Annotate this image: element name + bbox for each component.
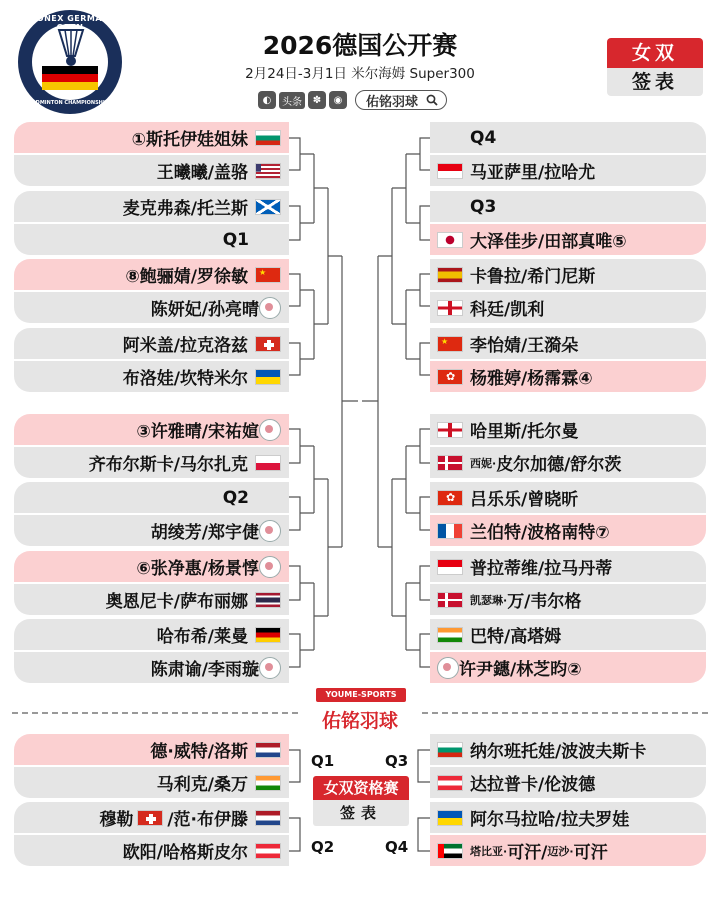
- pair-name: 德·威特/洛斯: [150, 742, 248, 762]
- main-right-entry-12[interactable]: [430, 551, 706, 582]
- pair-name: 欧阳/哈格斯皮尔: [122, 843, 248, 863]
- pair-name: 吕乐乐/曾晓昕: [470, 490, 579, 510]
- quali-right-entry-3[interactable]: [430, 835, 706, 866]
- main-right-entry-3[interactable]: [430, 224, 706, 255]
- pair-name: Q1: [222, 229, 249, 250]
- main-left-entry-12[interactable]: [14, 551, 289, 582]
- pair-name: ③许雅晴/宋祐媗: [136, 422, 259, 442]
- ukraine-flag-icon: [255, 369, 281, 385]
- pair-name: 兰伯特/波格南特⑦: [470, 523, 610, 543]
- spain-flag-icon: [437, 267, 463, 283]
- england-flag-icon: [437, 422, 463, 438]
- main-right-entry-5[interactable]: [430, 292, 706, 323]
- pair-name: 可汗/: [507, 843, 548, 863]
- indonesia-flag-icon: [437, 163, 463, 179]
- main-left-entry-7[interactable]: [14, 361, 289, 392]
- quali-q2: Q2: [311, 838, 335, 856]
- main-left-entry-14[interactable]: [14, 619, 289, 650]
- denmark-flag-icon: [437, 592, 463, 608]
- quali-left-entry-0[interactable]: [14, 734, 289, 765]
- tpe-flag-icon: [259, 520, 281, 542]
- pair-name: 达拉普卡/伦波德: [470, 775, 596, 795]
- tpe-flag-icon: [259, 657, 281, 679]
- toutiao-badge[interactable]: 头条: [279, 92, 305, 109]
- pair-name: 马利克/桑万: [156, 775, 248, 795]
- main-left-entry-6[interactable]: [14, 328, 289, 359]
- bulgaria-flag-icon: [437, 742, 463, 758]
- pair-name: 阿尔马拉哈/拉夫罗娃: [470, 810, 630, 830]
- tpe-flag-icon: [259, 556, 281, 578]
- pair-name: 布洛娃/坎特米尔: [122, 369, 248, 389]
- hongkong-flag-icon: ✿: [437, 490, 463, 506]
- pair-name-tail: 可汗: [573, 843, 608, 863]
- austria-flag-icon: [437, 775, 463, 791]
- search-label: 佑铭羽球: [366, 94, 419, 110]
- main-right-entry-1[interactable]: [430, 155, 706, 186]
- pair-name: 纳尔班托娃/波波夫斯卡: [470, 742, 647, 762]
- main-right-entry-8[interactable]: [430, 414, 706, 445]
- pair-name: 齐布尔斯卡/马尔扎克: [88, 455, 248, 475]
- quali-q3: Q3: [385, 752, 409, 770]
- pair-name: 穆勒: [99, 810, 134, 830]
- pair-name-small: 西妮·: [470, 456, 497, 470]
- pair-name: Q3: [470, 196, 497, 217]
- pair-name-tail: /范·布伊滕: [167, 810, 248, 830]
- quali-left-entry-3[interactable]: [14, 835, 289, 866]
- netherlands-flag-icon: [255, 810, 281, 826]
- main-left-entry-3[interactable]: [14, 224, 289, 255]
- japan-flag-icon: [437, 232, 463, 248]
- quali-right-entry-2[interactable]: [430, 802, 706, 833]
- pair-name: 哈里斯/托尔曼: [470, 422, 579, 442]
- china-flag-icon: ★: [255, 267, 281, 283]
- quali-title: 女双资格赛: [313, 776, 409, 800]
- quali-left-entry-2[interactable]: [14, 802, 289, 833]
- brand-badge: YOUME-SPORTS: [316, 688, 406, 702]
- pair-name: 王曦曦/盖骆: [156, 163, 248, 183]
- main-right-entry-14[interactable]: [430, 619, 706, 650]
- pair-name: 巴特/高塔姆: [470, 627, 562, 647]
- bulgaria-flag-icon: [255, 130, 281, 146]
- main-right-entry-7[interactable]: [430, 361, 706, 392]
- pair-name-small: 迈沙·: [547, 844, 574, 858]
- pair-name: 普拉蒂维/拉马丹蒂: [470, 559, 613, 579]
- pair-name-small: 塔比亚·: [470, 844, 508, 858]
- quali-right-entry-1[interactable]: [430, 767, 706, 798]
- main-left-entry-8[interactable]: [14, 414, 289, 445]
- weibo-icon[interactable]: ◉: [329, 91, 347, 109]
- main-left-entry-13[interactable]: [14, 584, 289, 615]
- main-right-entry-9[interactable]: [430, 447, 706, 478]
- pair-name: 许尹鏸/林芝昀②: [459, 660, 582, 680]
- main-right-entry-6[interactable]: [430, 328, 706, 359]
- main-left-entry-0[interactable]: [14, 122, 289, 153]
- usa-flag-icon: [255, 163, 281, 179]
- tpe-flag-icon: [259, 297, 281, 319]
- pair-name: Q2: [222, 487, 249, 508]
- pair-name: 李怡婧/王漪朵: [470, 336, 579, 356]
- pair-name: 胡绫芳/郑宇倢: [150, 523, 259, 543]
- main-left-entry-1[interactable]: [14, 155, 289, 186]
- paw-icon[interactable]: ✽: [308, 91, 326, 109]
- quali-q4: Q4: [385, 838, 409, 856]
- pair-name: ⑧鲍骊婧/罗徐敏: [125, 267, 248, 287]
- pair-name: ①斯托伊娃姐妹: [131, 130, 248, 150]
- event-dates: 2月24日-3月1日 米尔海姆 Super300: [245, 66, 475, 82]
- main-right-entry-0[interactable]: [430, 122, 706, 153]
- pair-name: 麦克弗森/托兰斯: [122, 199, 248, 219]
- netherlands-flag-icon: [255, 742, 281, 758]
- brand-name: 佑铭羽球: [300, 706, 420, 733]
- tpe-flag-icon: [437, 657, 459, 679]
- pair-name: 卡鲁拉/希门尼斯: [470, 267, 596, 287]
- scotland-flag-icon: [255, 199, 281, 215]
- tpe-flag-icon: [259, 419, 281, 441]
- poland-flag-icon: [255, 455, 281, 471]
- hongkong-flag-icon: ✿: [437, 369, 463, 385]
- pair-name: 陈妍妃/孙亮晴: [150, 300, 259, 320]
- main-left-entry-2[interactable]: [14, 191, 289, 222]
- main-left-entry-9[interactable]: [14, 447, 289, 478]
- quali-q1: Q1: [311, 752, 335, 770]
- wechat-icon[interactable]: ◐: [258, 91, 276, 109]
- page-title: 2026德国公开赛: [262, 31, 458, 60]
- event-sub-label: 签表: [607, 68, 703, 96]
- main-right-entry-13[interactable]: [430, 584, 706, 615]
- main-right-entry-4[interactable]: [430, 259, 706, 290]
- main-right-entry-2[interactable]: [430, 191, 706, 222]
- india-flag-icon: [437, 627, 463, 643]
- pair-name: 阿米盖/拉克洛兹: [122, 336, 248, 356]
- quali-sub: 签表: [313, 800, 409, 826]
- quali-left-entry-1[interactable]: [14, 767, 289, 798]
- pair-name-tail: 舒尔茨: [570, 455, 622, 475]
- pair-name: 马亚萨里/拉哈尤: [470, 163, 596, 183]
- indonesia-flag-icon: [437, 559, 463, 575]
- germany-flag-icon: [255, 627, 281, 643]
- pair-name: 奥恩尼卡/萨布丽娜: [105, 592, 248, 612]
- quali-right-entry-0[interactable]: [430, 734, 706, 765]
- logo-top-text: YONEX GERMAN: [30, 14, 110, 23]
- main-left-entry-4[interactable]: [14, 259, 289, 290]
- pair-name: 陈肃谕/李雨璇: [150, 660, 259, 680]
- main-right-entry-15[interactable]: [430, 652, 706, 683]
- main-left-entry-11[interactable]: [14, 515, 289, 546]
- main-left-entry-10[interactable]: [14, 482, 289, 513]
- pair-name: ⑥张净惠/杨景惇: [136, 559, 259, 579]
- main-left-entry-15[interactable]: [14, 652, 289, 683]
- china-flag-icon: ★: [437, 336, 463, 352]
- main-left-entry-5[interactable]: [14, 292, 289, 323]
- pair-name: 哈布希/莱曼: [156, 627, 248, 647]
- pair-name: 大泽佳步/田部真唯⑤: [470, 232, 627, 252]
- pair-name: Q4: [470, 127, 497, 148]
- switzerland-flag-icon: [255, 336, 281, 352]
- logo-bottom-text: BADMINTON CHAMPIONSHIPS: [27, 100, 112, 106]
- main-right-entry-11[interactable]: [430, 515, 706, 546]
- austria-flag-icon: [255, 843, 281, 859]
- thailand-flag-icon: [255, 592, 281, 608]
- pair-name: 皮尔加德/: [496, 455, 571, 475]
- england-flag-icon: [437, 300, 463, 316]
- pair-name-small: 凯瑟琳·: [470, 593, 508, 607]
- uae-flag-icon: [437, 843, 463, 859]
- denmark-flag-icon: [437, 455, 463, 471]
- pair-name-tail: 万/韦尔格: [507, 592, 582, 612]
- france-flag-icon: [437, 523, 463, 539]
- india-flag-icon: [255, 775, 281, 791]
- switzerland-flag-icon: [137, 810, 163, 826]
- event-label: 女双: [607, 38, 703, 68]
- main-right-entry-10[interactable]: [430, 482, 706, 513]
- ukraine-flag-icon: [437, 810, 463, 826]
- pair-name: 科廷/凯利: [470, 300, 545, 320]
- pair-name: 杨雅婷/杨霈霖④: [470, 369, 593, 389]
